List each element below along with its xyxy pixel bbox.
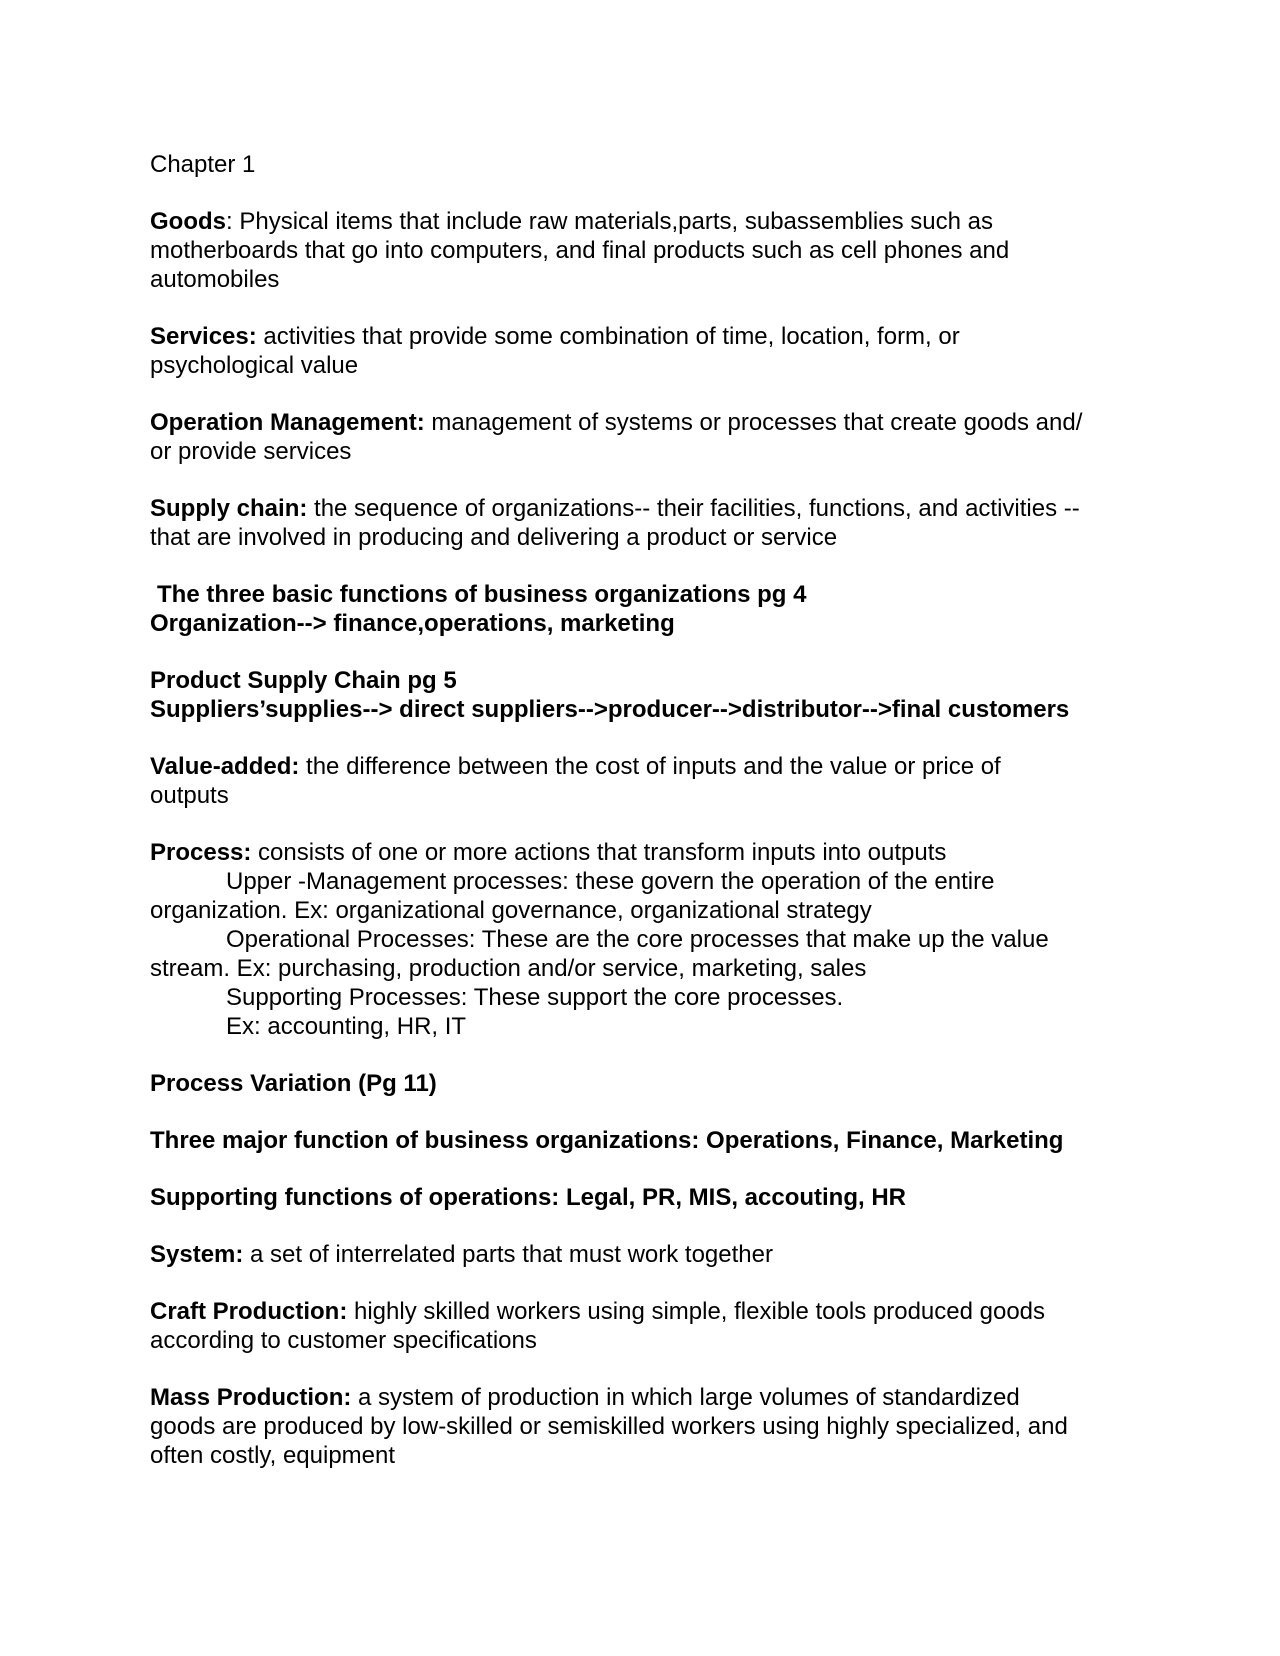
process-supporting-cont: Ex: accounting, HR, IT xyxy=(226,1013,467,1040)
process-upper-management-cont: organization. Ex: organizational governance, organizational strategy xyxy=(150,897,872,924)
definition-process xyxy=(150,838,1160,1041)
definition-text: goods are produced by low-skilled or semiskilled workers using highly specialized, and xyxy=(150,1413,1068,1440)
process-supporting: Supporting Processes: These support the core processes. xyxy=(226,984,844,1011)
bold-heading: Product Supply Chain pg 5 xyxy=(150,667,457,694)
term-services: Services: xyxy=(150,323,257,350)
chapter-heading xyxy=(150,150,1160,179)
bold-heading: Supporting functions of operations: Legal, PR, MIS, accouting, HR xyxy=(150,1184,906,1211)
definition-text: highly skilled workers using simple, flexible tools produced goods xyxy=(347,1298,1046,1325)
definition-text: the sequence of organizations-- their facilities, functions, and activities -- xyxy=(307,495,1080,522)
term-system: System: xyxy=(150,1241,244,1268)
definition-text: according to customer specifications xyxy=(150,1327,537,1354)
definition-craft-production xyxy=(150,1297,1160,1355)
definition-text: that are involved in producing and delivering a product or service xyxy=(150,524,838,551)
bold-heading: The three basic functions of business organizations pg 4 xyxy=(157,581,807,608)
term-craft-production: Craft Production: xyxy=(150,1298,348,1325)
definition-text: motherboards that go into computers, and final products such as cell phones and xyxy=(150,237,1010,264)
definition-goods xyxy=(150,207,1160,294)
definition-supply-chain xyxy=(150,494,1160,552)
process-upper-management: Upper -Management processes: these govern the operation of the entire xyxy=(226,868,995,895)
process-operational: Operational Processes: These are the core processes that make up the value xyxy=(226,926,1049,953)
definition-text: management of systems or processes that create goods and/ xyxy=(424,409,1083,436)
definition-text: : Physical items that include raw materials,parts, subassemblies such as xyxy=(226,208,993,235)
three-basic-functions xyxy=(150,580,1160,638)
term-supply-chain: Supply chain: xyxy=(150,495,308,522)
supporting-functions xyxy=(150,1183,1160,1212)
document-page xyxy=(150,150,1160,1498)
process-operational-cont: stream. Ex: purchasing, production and/or service, marketing, sales xyxy=(150,955,867,982)
definition-text: a set of interrelated parts that must work together xyxy=(243,1241,773,1268)
definition-text: psychological value xyxy=(150,352,359,379)
bold-heading: Suppliers’supplies--> direct suppliers-->producer-->distributor-->final customers xyxy=(150,696,1070,723)
definition-text: automobiles xyxy=(150,266,280,293)
definition-text: often costly, equipment xyxy=(150,1442,396,1469)
chapter-title: Chapter 1 xyxy=(150,151,256,178)
term-goods: Goods xyxy=(150,208,226,235)
bold-heading: Process Variation (Pg 11) xyxy=(150,1070,437,1097)
definition-system xyxy=(150,1240,1160,1269)
bold-heading: Organization--> finance,operations, marketing xyxy=(150,610,675,637)
term-value-added: Value-added: xyxy=(150,753,300,780)
definition-text: outputs xyxy=(150,782,229,809)
product-supply-chain xyxy=(150,666,1160,724)
bold-heading: Three major function of business organizations: Operations, Finance, Marketing xyxy=(150,1127,1064,1154)
definition-text: or provide services xyxy=(150,438,352,465)
definition-mass-production xyxy=(150,1383,1160,1470)
definition-services xyxy=(150,322,1160,380)
three-major-functions xyxy=(150,1126,1160,1155)
definition-value-added xyxy=(150,752,1160,810)
term-operation-management: Operation Management: xyxy=(150,409,425,436)
definition-text: activities that provide some combination of time, location, form, or xyxy=(256,323,960,350)
definition-text: a system of production in which large volumes of standardized xyxy=(351,1384,1020,1411)
definition-text: consists of one or more actions that transform inputs into outputs xyxy=(251,839,947,866)
definition-text: the difference between the cost of inputs and the value or price of xyxy=(299,753,1001,780)
term-mass-production: Mass Production: xyxy=(150,1384,352,1411)
definition-operation-management xyxy=(150,408,1160,466)
process-variation xyxy=(150,1069,1160,1098)
term-process: Process: xyxy=(150,839,252,866)
